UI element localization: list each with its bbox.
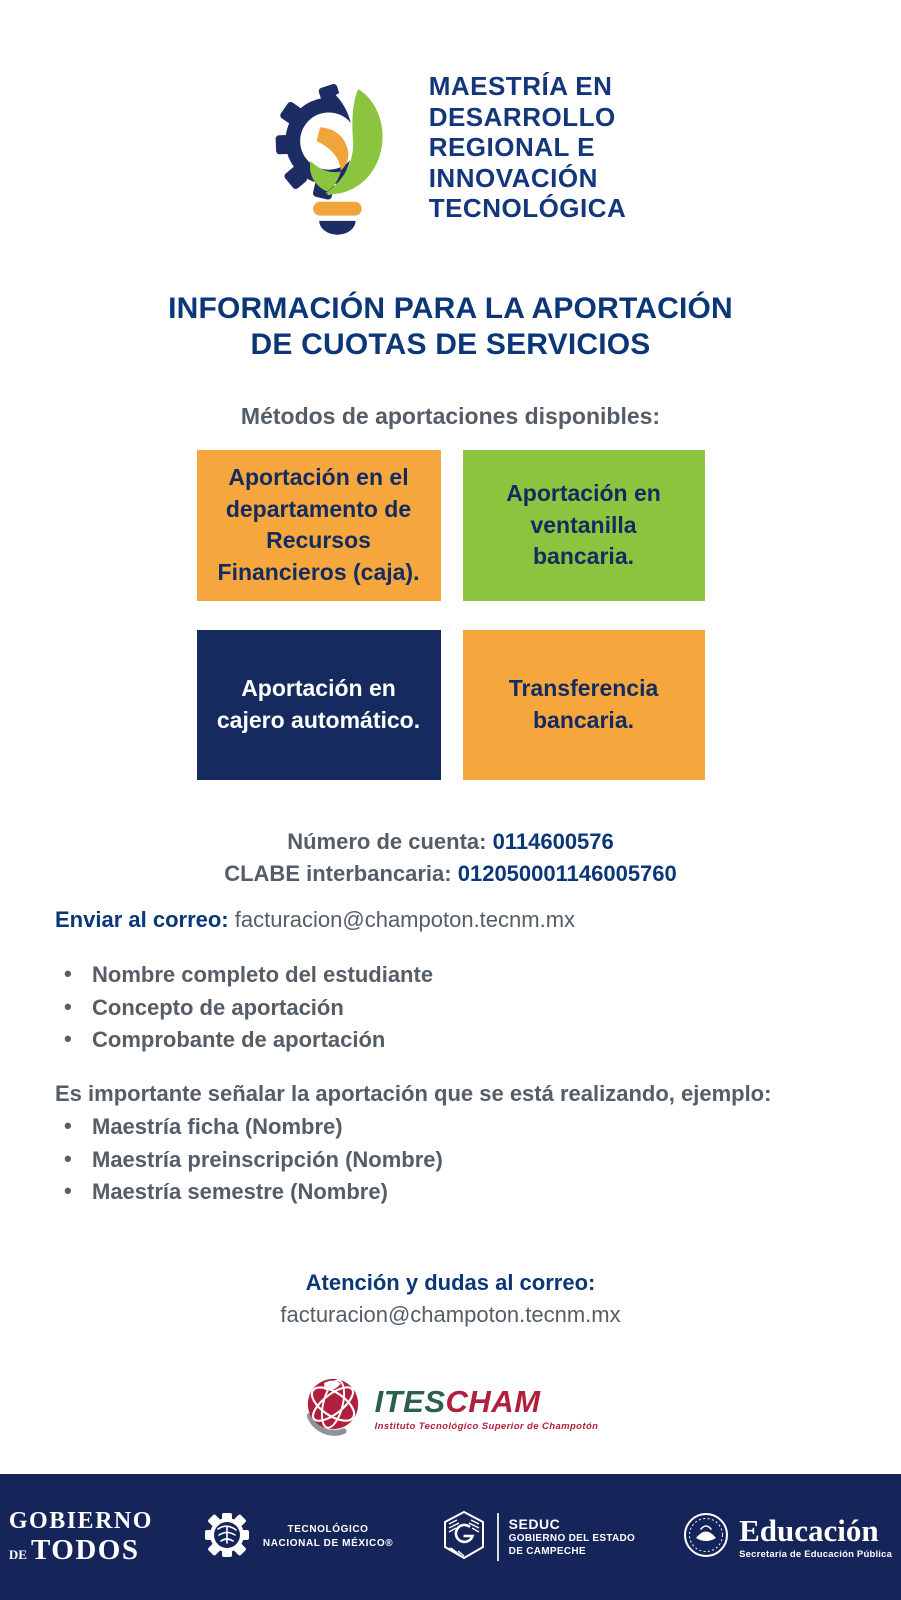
note-text: Es importante señalar la aportación que se está realizando, ejemplo: — [55, 1080, 772, 1106]
itescham-wordmark — [374, 1383, 599, 1432]
methods-heading: Métodos de aportaciones disponibles: — [240, 403, 661, 429]
tecnm-line2: NACIONAL DE MÉXICO® — [262, 1538, 394, 1549]
send-email-address: facturacion@champoton.tecnm.mx — [234, 907, 576, 933]
seduc-line2: GOBIERNO DEL ESTADO — [508, 1533, 636, 1545]
seduc-line3: DE CAMPECHE — [508, 1545, 586, 1557]
account-number-label: Número de cuenta: — [287, 828, 487, 854]
program-logo-line: DESARROLLO — [428, 101, 616, 132]
tecnm-logo — [201, 1507, 393, 1568]
educacion-subtitle: Secretaría de Educación Pública — [739, 1548, 893, 1560]
method-card-ventanilla: Aportación en ventanilla bancaria. — [463, 450, 705, 601]
gobierno-line1: GOBIERNO — [8, 1508, 153, 1534]
footer-band — [0, 1474, 901, 1600]
example-item: • Maestría ficha (Nombre) — [55, 1113, 901, 1141]
method-card-caja: Aportación en el departamento de Recursos Financieros (caja). — [197, 450, 441, 601]
itescham-tagline: Instituto Tecnológico Superior de Champotón — [374, 1420, 599, 1432]
send-email-label: Enviar al correo: — [55, 907, 229, 933]
example-item: • Maestría preinscripción (Nombre) — [55, 1146, 901, 1174]
tecnm-gear-icon — [201, 1507, 253, 1568]
seduc-emblem-icon — [441, 1510, 487, 1565]
program-logo-wordmark — [429, 71, 627, 223]
method-card-transferencia: Transferencia bancaria. — [463, 630, 705, 780]
clabe-label: CLABE interbancaria: — [224, 861, 452, 887]
contact-email: facturacion@champoton.tecnm.mx — [280, 1302, 621, 1328]
educacion-seal-icon — [683, 1512, 729, 1563]
methods-grid — [197, 450, 705, 780]
clabe-line — [0, 858, 901, 891]
requirements-list — [55, 961, 901, 1054]
account-info — [0, 826, 901, 891]
requirement-item: • Nombre completo del estudiante — [55, 961, 901, 989]
contact-label: Atención y dudas al correo: — [305, 1269, 596, 1295]
gobierno-de-todos-logo — [9, 1509, 153, 1565]
educacion-title: Educación — [739, 1512, 879, 1548]
requirement-item: • Concepto de aportación — [55, 994, 901, 1022]
requirement-item: • Comprobante de aportación — [55, 1026, 901, 1054]
program-logo-line: MAESTRÍA EN — [428, 71, 613, 102]
educacion-logo — [683, 1512, 892, 1563]
gobierno-todos: TODOS — [30, 1534, 140, 1566]
contact-block — [0, 1268, 901, 1332]
seduc-divider — [497, 1513, 499, 1561]
program-logo-line: TECNOLÓGICA — [428, 193, 627, 224]
account-number-value: 0114600576 — [492, 828, 614, 854]
program-logo-line: REGIONAL E — [428, 132, 596, 163]
gobierno-de: DE — [8, 1547, 27, 1562]
gear-leaf-bulb-icon — [275, 50, 405, 245]
page-title-line: DE CUOTAS DE SERVICIOS — [250, 328, 651, 361]
itescham-globe-icon — [303, 1375, 363, 1442]
page-title — [0, 291, 901, 363]
itescham-logo — [0, 1375, 901, 1442]
seduc-logo — [441, 1510, 635, 1565]
method-card-cajero: Aportación en cajero automático. — [197, 630, 441, 780]
seduc-line1: SEDUC — [508, 1515, 561, 1532]
itescham-name-part1: ITES — [374, 1383, 446, 1419]
clabe-value: 012050001146005760 — [457, 861, 677, 887]
program-logo — [0, 0, 901, 245]
send-email-line — [55, 907, 901, 933]
example-item: • Maestría semestre (Nombre) — [55, 1178, 901, 1206]
page-title-line: INFORMACIÓN PARA LA APORTACIÓN — [168, 292, 733, 325]
account-number-line — [0, 826, 901, 859]
itescham-name-part2: CHAM — [445, 1383, 541, 1419]
examples-list — [55, 1113, 901, 1206]
tecnm-line1: TECNOLÓGICO — [287, 1524, 369, 1535]
program-logo-line: INNOVACIÓN — [428, 162, 598, 193]
